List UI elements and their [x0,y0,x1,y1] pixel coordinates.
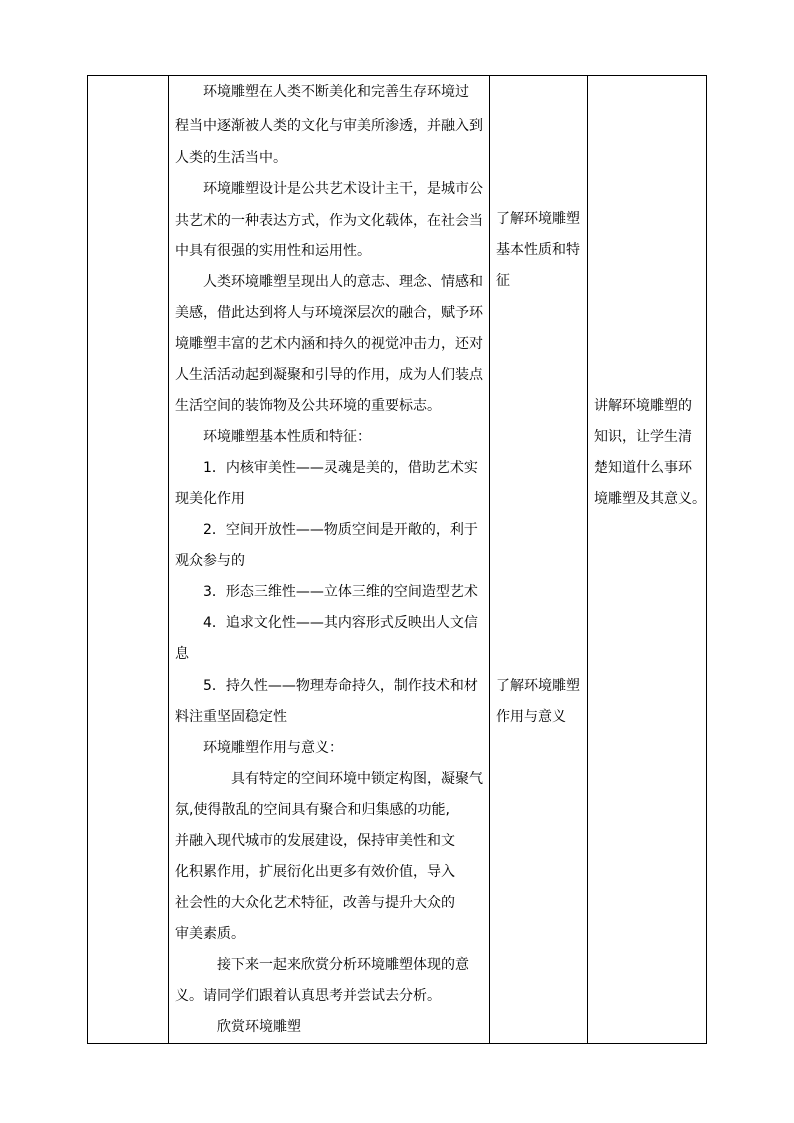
lesson-table [87,75,707,1044]
design-intent-cell [588,76,706,1043]
content-line: 程当中逐渐被人类的文化与审美所渗透，并融入到 [175,118,483,134]
content-line: 氛,使得散乱的空间具有聚合和归集感的功能, [175,802,450,818]
content-line: 接下来一起来欣赏分析环境雕塑体现的意 [217,957,469,973]
section-heading: 欣赏环境雕塑 [217,1019,301,1035]
section-heading: 环境雕塑基本性质和特征： [203,429,371,445]
list-item-cont: 现美化作用 [175,491,245,507]
list-item-cont: 息 [175,646,189,662]
content-line: 境雕塑丰富的艺术内涵和持久的视觉冲击力，还对 [175,336,483,352]
list-item: 1．内核审美性——灵魂是美的，借助艺术实 [203,460,478,476]
content-line: 美感，借此达到将人与环境深层次的融合，赋予环 [175,305,483,321]
list-item: 2．空间开放性——物质空间是开敞的，利于 [203,522,478,538]
purpose-line: 基本性质和特 [496,242,580,258]
content-line: 生活空间的装饰物及公共环境的重要标志。 [175,398,441,414]
content-line: 具有特定的空间环境中锁定构图，凝聚气 [231,771,483,787]
content-line: 并融入现代城市的发展建设，保持审美性和文 [175,833,455,849]
content-line: 环境雕塑在人类不断美化和完善生存环境过 [203,84,469,100]
content-line: 人生活活动起到凝聚和引导的作用，成为人们装点 [175,367,483,383]
intent-line: 境雕塑及其意义。 [594,491,706,507]
content-line: 审美素质。 [175,926,245,942]
empty-first-column [88,76,168,1043]
list-item-cont: 观众参与的 [175,553,245,569]
purpose-line: 作用与意义 [496,709,566,725]
content-line: 人类环境雕塑呈现出人的意志、理念、情感和 [203,274,483,290]
list-item: 5．持久性——物理寿命持久，制作技术和材 [203,678,478,694]
intent-line: 讲解环境雕塑的 [594,398,692,414]
content-line: 环境雕塑设计是公共艺术设计主干，是城市公 [203,181,483,197]
content-line: 人类的生活当中。 [175,150,287,166]
intent-line: 楚知道什么事环 [594,460,692,476]
purpose-line: 了解环境雕塑 [496,678,580,694]
content-line: 中具有很强的实用性和运用性。 [175,243,371,259]
teaching-content-cell [169,76,489,1043]
purpose-line: 征 [496,273,510,289]
content-line: 社会性的大众化艺术特征，改善与提升大众的 [175,895,455,911]
content-line: 共艺术的一种表达方式，作为文化载体，在社会当 [175,213,483,229]
intent-line: 知识，让学生清 [594,429,692,445]
content-line: 化积累作用，扩展衍化出更多有效价值，导入 [175,864,455,880]
list-item: 3．形态三维性——立体三维的空间造型艺术 [203,584,478,600]
purpose-line: 了解环境雕塑 [496,211,580,227]
content-line: 义。请同学们跟着认真思考并尝试去分析。 [175,988,441,1004]
purpose-cell [490,76,586,1043]
list-item-cont: 料注重坚固稳定性 [175,709,287,725]
section-heading: 环境雕塑作用与意义： [203,740,343,756]
list-item: 4．追求文化性——其内容形式反映出人文信 [203,615,478,631]
